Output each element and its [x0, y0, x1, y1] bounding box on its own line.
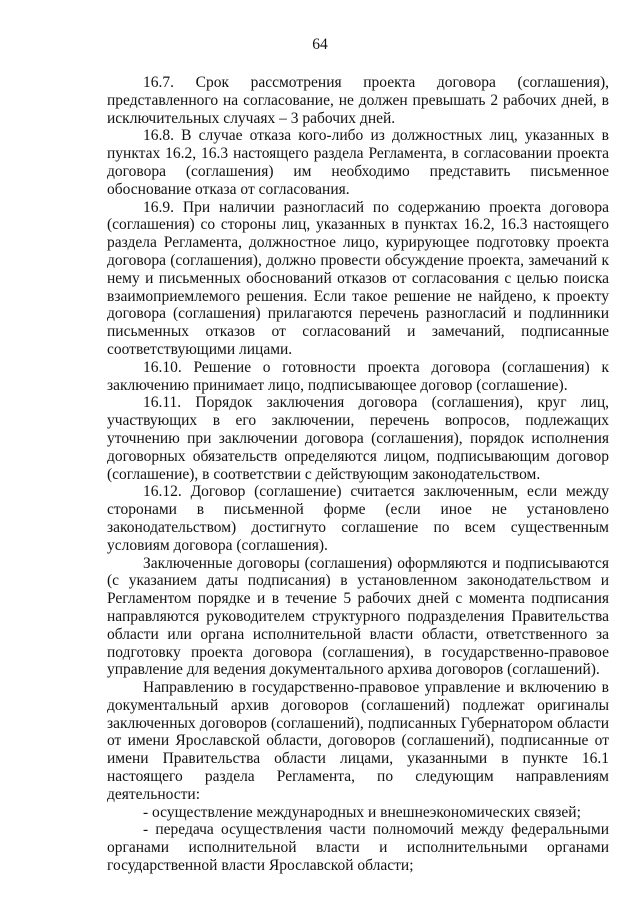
list-item-powers-transfer: - передача осуществления части полномочий между федеральными органами исполнительной власти и исполнительными органами государственной власти Ярославской области;	[107, 821, 609, 875]
paragraph-16-11: 16.11. Порядок заключения договора (соглашения), круг лиц, участвующих в его заключении, перечень вопросов, подлежащих уточнению при заключении договора (соглашения), порядок исполнения договорных обязательств определяются лицом, подписывающим договор (соглашение), в соответствии с действующим законодательством.	[107, 394, 609, 483]
document-body	[107, 74, 609, 875]
page-number: 64	[312, 36, 328, 53]
paragraph-concluded-contracts: Заключенные договоры (соглашения) оформляются и подписываются (с указанием даты подписания) в установленном законодательством и Регламентом порядке и в течение 5 рабочих дней с момента подписания направляются руководителем структурного подразделения Правительства области или органа исполнительной власти области, ответственного за подготовку проекта договора (соглашения), в государственно-правовое управление для ведения документального архива договоров (соглашений).	[107, 554, 609, 679]
paragraph-16-9: 16.9. При наличии разногласий по содержанию проекта договора (соглашения) со стороны лиц, указанных в пунктах 16.2, 16.3 настоящего раздела Регламента, должностное лицо, курирующее подготовку проекта договора (соглашения), должно провести обсуждение проекта, замечаний к нему и письменных обоснований отказов от согласования с целью поиска взаимоприемлемого решения. Если такое решение не найдено, к проекту договора (соглашения) прилагаются перечень разногласий и подлинники письменных отказов от согласований и замечаний, подписанные соответствующими лицами.	[107, 198, 609, 358]
paragraph-16-8: 16.8. В случае отказа кого-либо из должностных лиц, указанных в пунктах 16.2, 16.3 настоящего раздела Регламента, в согласовании проекта договора (соглашения) им необходимо представить письменное обоснование отказа от согласования.	[107, 127, 609, 198]
paragraph-archive-submission: Направлению в государственно-правовое управление и включению в документальный архив договоров (соглашений) подлежат оригиналы заключенных договоров (соглашений), подписанных Губернатором области от имени Ярославской области, договоров (соглашений), подписанные от имени Правительства области лицами, указанными в пункте 16.1 настоящего раздела Регламента, по следующим направлениям деятельности:	[107, 679, 609, 803]
paragraph-16-12: 16.12. Договор (соглашение) считается заключенным, если между сторонами в письменной форме (если иное не установлено законодательством) достигнуто соглашение по всем существенным условиям договора (соглашения).	[107, 483, 609, 554]
paragraph-16-7: 16.7. Срок рассмотрения проекта договора (соглашения), представленного на согласование, не должен превышать 2 рабочих дней, в исключительных случаях – 3 рабочих дней.	[107, 74, 609, 127]
list-item-international-relations: - осуществление международных и внешнеэкономических связей;	[143, 803, 581, 821]
paragraph-16-10: 16.10. Решение о готовности проекта договора (соглашения) к заключению принимает лицо, подписывающее договор (соглашение).	[107, 358, 609, 394]
